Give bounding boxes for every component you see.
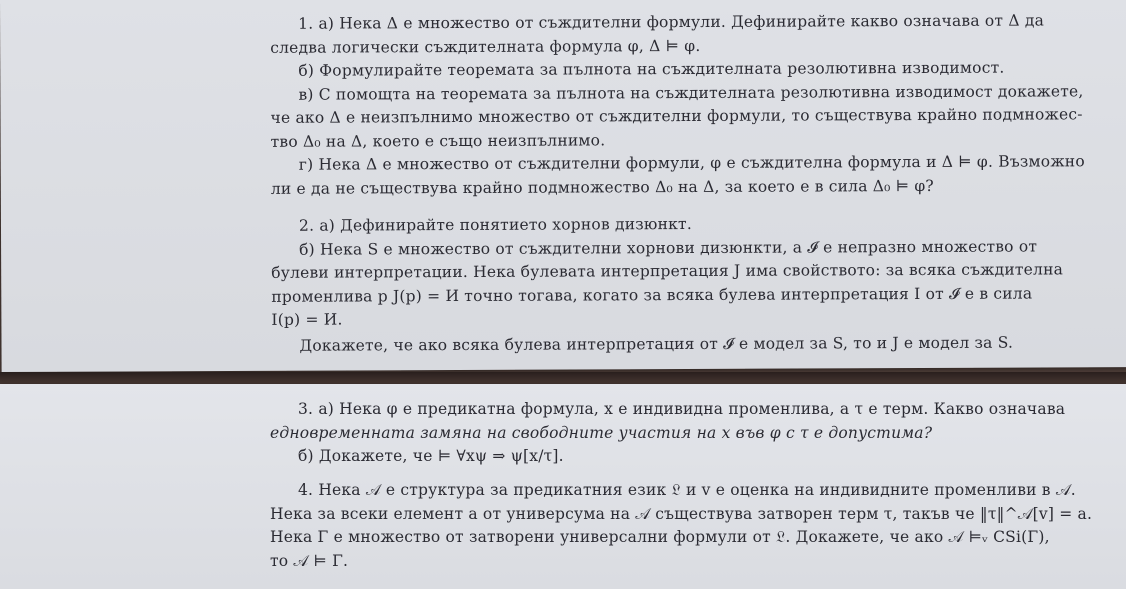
problem-2c: Докажете, че ако всяка булева интерпретация от 𝓘 е модел за S, то и J е модел за S. (299, 333, 1014, 355)
problem-1a-line-2: следва логически съждителната формула φ, Δ ⊨ φ. (270, 36, 701, 57)
problem-4-line-1: 4. Нека 𝒜 е структура за предикатния език 𝔏 и v е оценка на индивидните променливи в 𝒜. (298, 481, 1076, 499)
problem-4 (270, 479, 1104, 573)
exam-sheet-bottom (0, 384, 1126, 589)
problem-1g-line-2: ли е да не съществува крайно подмножество Δ₀ на Δ, за което е в сила Δ₀ ⊨ φ? (270, 176, 934, 198)
problem-1v-line-2: че ако Δ е неизпълнимо множество от съждителни формули, то съществува крайно подмножес- (270, 105, 1083, 127)
problem-2 (271, 211, 1106, 358)
problem-1v-line-3: тво Δ₀ на Δ, което е също неизпълнимо. (270, 130, 606, 151)
problem-3a-line-1: 3. а) Нека φ е предикатна формула, x е индивидна променлива, а τ е терм. Какво означава (298, 400, 1066, 418)
problem-1 (270, 9, 1105, 201)
problem-2b-line-2: булеви интерпретации. Нека булевата интерпретация J има свойството: за всяка съждителна (271, 260, 1064, 282)
problem-2b-line-1: б) Нека S е множество от съждителни хорнови дизюнкти, а 𝓘 е непразно множество от (299, 236, 1038, 259)
problem-2b-line-3: променлива p J(p) = И точно тогава, когато за всяка булева интерпретация I от 𝓘 е в сила (271, 283, 1033, 306)
problem-3b: б) Докажете, че ⊨ ∀xψ ⇒ ψ[x/τ]. (298, 447, 564, 465)
sheet-gap (0, 372, 1126, 384)
problem-3a-line-2: едновременната замяна на свободните участия на x във φ с τ е допустима? (270, 423, 933, 442)
problem-1g-line-1: г) Нека Δ е множество от съждителни формули, φ е съждителна формула и Δ ⊨ φ. Възможно (298, 152, 1085, 174)
problem-1v-line-1: в) С помощта на теоремата за пълнота на съждителната резолютивна изводимост докажете, (298, 81, 1084, 104)
problem-1b: б) Формулирайте теоремата за пълнота на съждителната резолютивна изводимост. (298, 58, 1005, 80)
problem-4-line-3: Нека Γ е множество от затворени универсални формули от 𝔏. Докажете, че ако 𝒜 ⊨ᵥ CSi(Γ), (270, 528, 1050, 546)
problem-4-line-2: Нека за всеки елемент a от универсума на 𝒜 съществува затворен терм τ, такъв че ‖τ‖^𝒜[v] = a. (270, 504, 1093, 523)
problem-1a-line-1: 1. а) Нека Δ е множество от съждителни формули. Дефинирайте какво означава от Δ да (298, 11, 1045, 33)
problem-2b-line-4: I(p) = И. (271, 310, 343, 329)
problem-2a: 2. а) Дефинирайте понятието хорнов дизюнкт. (298, 214, 692, 235)
problem-4-line-4: то 𝒜 ⊨ Γ. (270, 551, 349, 570)
problem-3 (270, 398, 1104, 469)
